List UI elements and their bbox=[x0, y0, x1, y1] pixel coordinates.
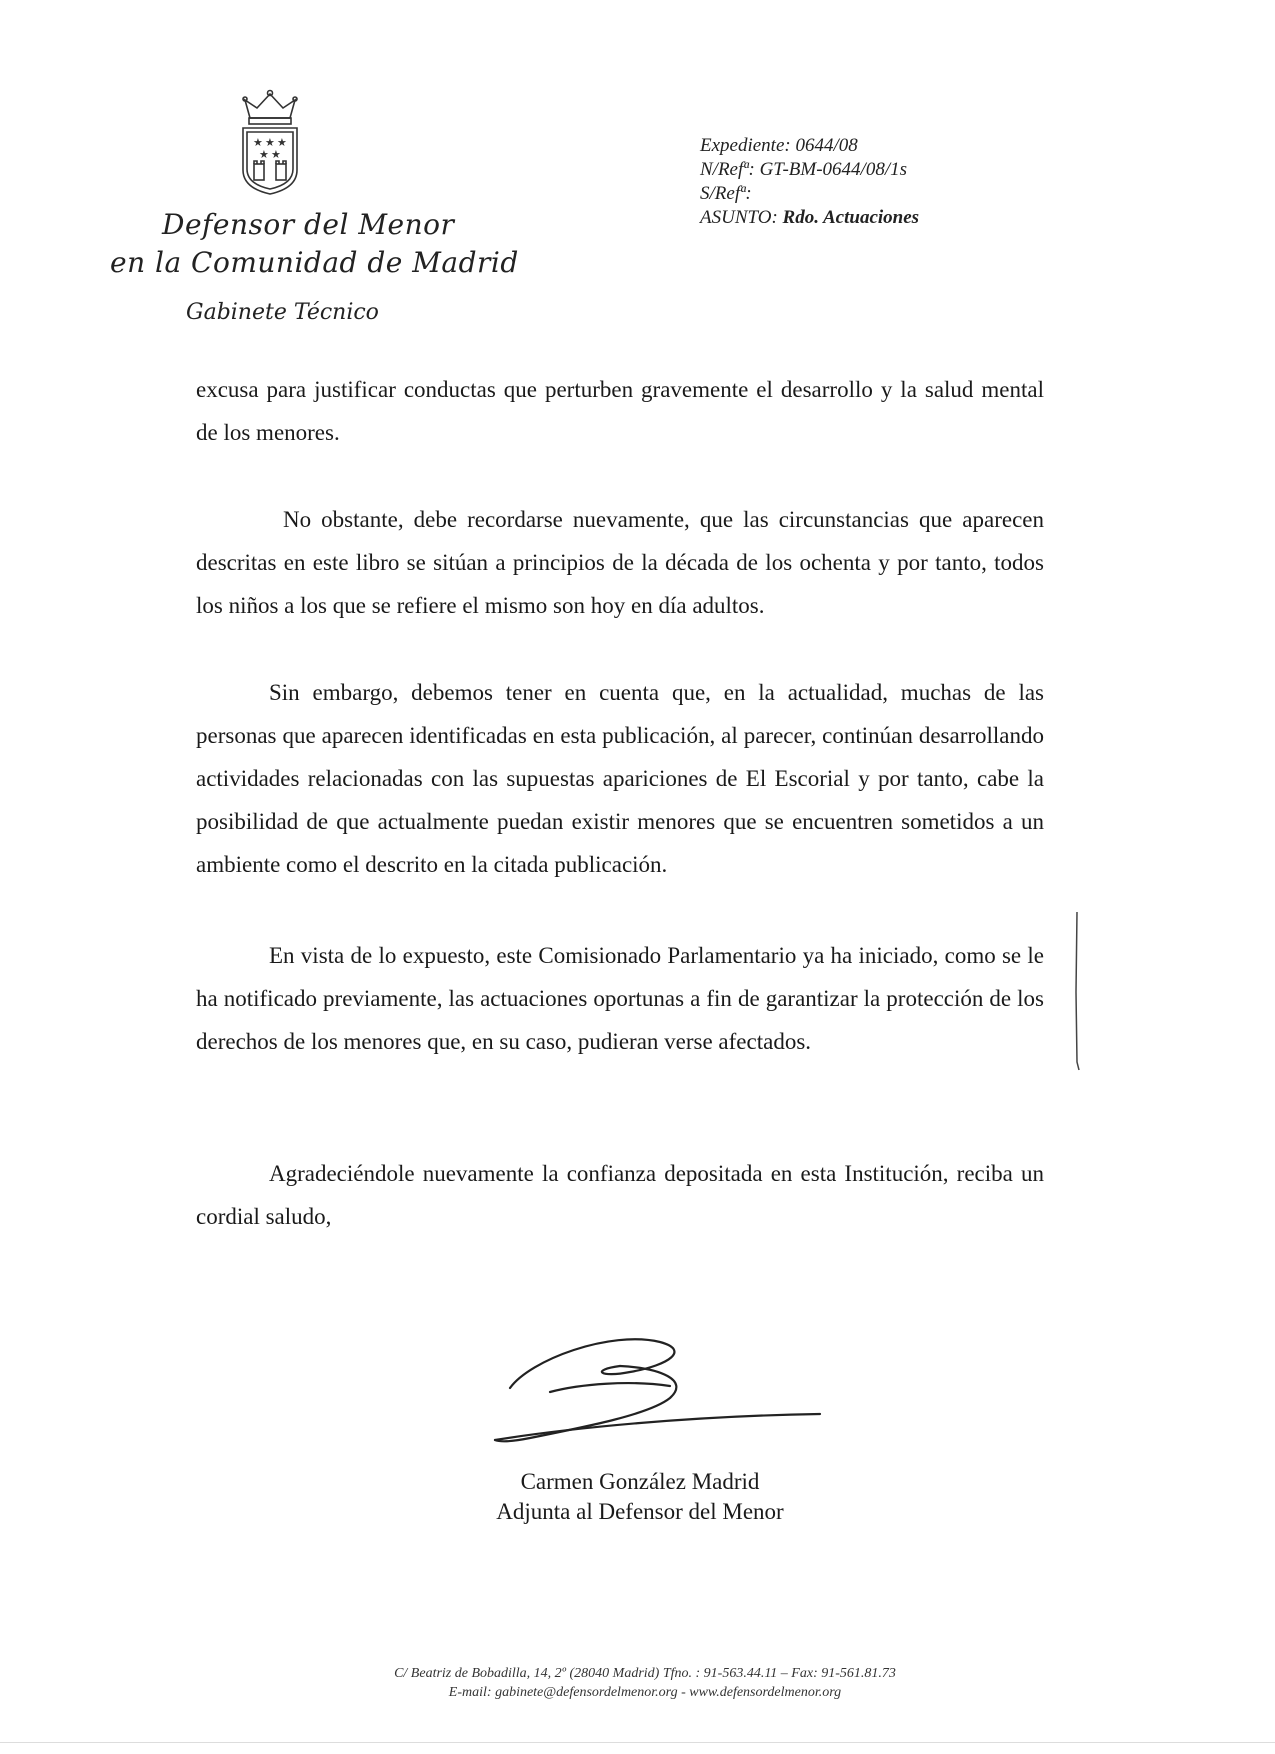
page-bottom-edge bbox=[0, 1742, 1275, 1743]
signer-role: Adjunta al Defensor del Menor bbox=[496, 1499, 784, 1524]
body-paragraph-4: En vista de lo expuesto, este Comisionado Parlamentario ya ha iniciado, como se le ha notificado previamente, las actuaciones oportunas a fin de garantizar la protección de los derechos de los menores que, en su caso, pudieran verse afectados. bbox=[196, 943, 1044, 1054]
svg-text:★: ★ bbox=[253, 137, 263, 149]
org-name-line2: en la Comunidad de Madrid bbox=[110, 246, 519, 279]
subject-label: ASUNTO: bbox=[700, 207, 778, 228]
svg-text:★: ★ bbox=[271, 149, 281, 161]
footer-contact: E-mail: gabinete@defensordelmenor.org - www.defensordelmenor.org bbox=[448, 1685, 842, 1700]
svg-text:★: ★ bbox=[277, 137, 287, 149]
footer-address: C/ Beatriz de Bobadilla, 14, 2º (28040 Madrid) Tfno. : 91-563.44.11 – Fax: 91-561.81.73 bbox=[394, 1666, 896, 1681]
your-reference: S/Refª: bbox=[700, 183, 752, 204]
subject-line bbox=[700, 206, 919, 230]
org-name-line1: Defensor del Menor bbox=[162, 208, 455, 241]
handwritten-signature bbox=[490, 1310, 850, 1450]
body-paragraph-5: Agradeciéndole nuevamente la confianza depositada en esta Institución, reciba un cordial saludo, bbox=[196, 1161, 1044, 1229]
subject-value: Rdo. Actuaciones bbox=[782, 207, 920, 228]
svg-text:★: ★ bbox=[265, 137, 275, 149]
body-paragraph-1: excusa para justificar conductas que perturben gravemente el desarrollo y la salud mental de los menores. bbox=[196, 377, 1044, 445]
org-department: Gabinete Técnico bbox=[186, 300, 379, 325]
body-paragraph-2: No obstante, debe recordarse nuevamente, que las circunstancias que aparecen descritas en este libro se sitúan a principios de la década de los ochenta y por tanto, todos los niños a los que se refiere el mismo son hoy en día adultos. bbox=[196, 507, 1044, 618]
our-reference: N/Refª: GT-BM-0644/08/1s bbox=[700, 159, 908, 180]
margin-line-mark bbox=[1074, 912, 1080, 1072]
reference-block bbox=[700, 134, 919, 230]
signer-name: Carmen González Madrid bbox=[520, 1469, 760, 1494]
coat-of-arms-icon bbox=[225, 88, 315, 198]
body-paragraph-3: Sin embargo, debemos tener en cuenta que, en la actualidad, muchas de las personas que aparecen identificadas en esta publicación, al parecer, continúan desarrollando actividades relacionadas con las supuestas apariciones de El Escorial y por tanto, cabe la posibilidad de que actualmente puedan existir menores que se encuentren sometidos a un ambiente como el descrito en la citada publicación. bbox=[196, 680, 1044, 877]
file-number: Expediente: 0644/08 bbox=[700, 135, 858, 156]
svg-text:★: ★ bbox=[259, 149, 269, 161]
